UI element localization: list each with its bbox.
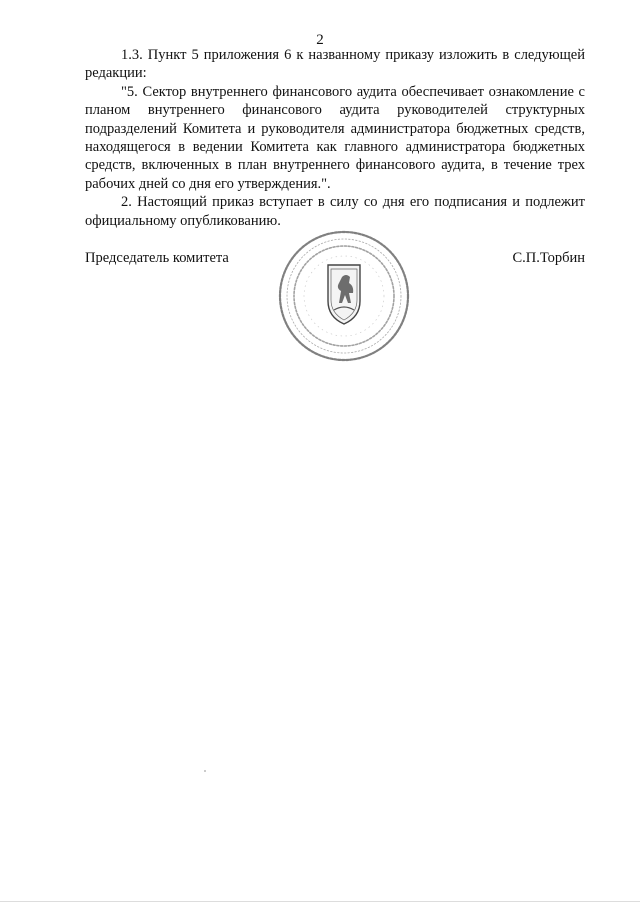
document-body	[85, 46, 585, 230]
official-seal-stamp	[268, 225, 420, 367]
paragraph-item-2: 2. Настоящий приказ вступает в силу со дня его подписания и подлежит официальному опубликованию.	[85, 194, 585, 229]
paragraph-quoted-clause-5: "5. Сектор внутреннего финансового аудита обеспечивает ознакомление с планом внутреннего финансового аудита руководителей структурных подразделений Комитета и руководителя администратора бюджетных средств, находящегося в ведении Комитета как главного администратора бюджетных средств, включенных в план внутреннего финансового аудита, в течение трех рабочих дней со дня его утверждения.".	[85, 83, 585, 192]
signer-position: Председатель комитета	[85, 250, 229, 266]
paragraph-item-1-3: 1.3. Пункт 5 приложения 6 к названному приказу изложить в следующей редакции:	[85, 47, 585, 82]
scan-speck	[204, 770, 206, 772]
page-number: 2	[316, 32, 324, 48]
signer-name: С.П.Торбин	[512, 250, 585, 266]
scan-bottom-edge	[0, 901, 640, 902]
signature-block	[85, 249, 585, 269]
